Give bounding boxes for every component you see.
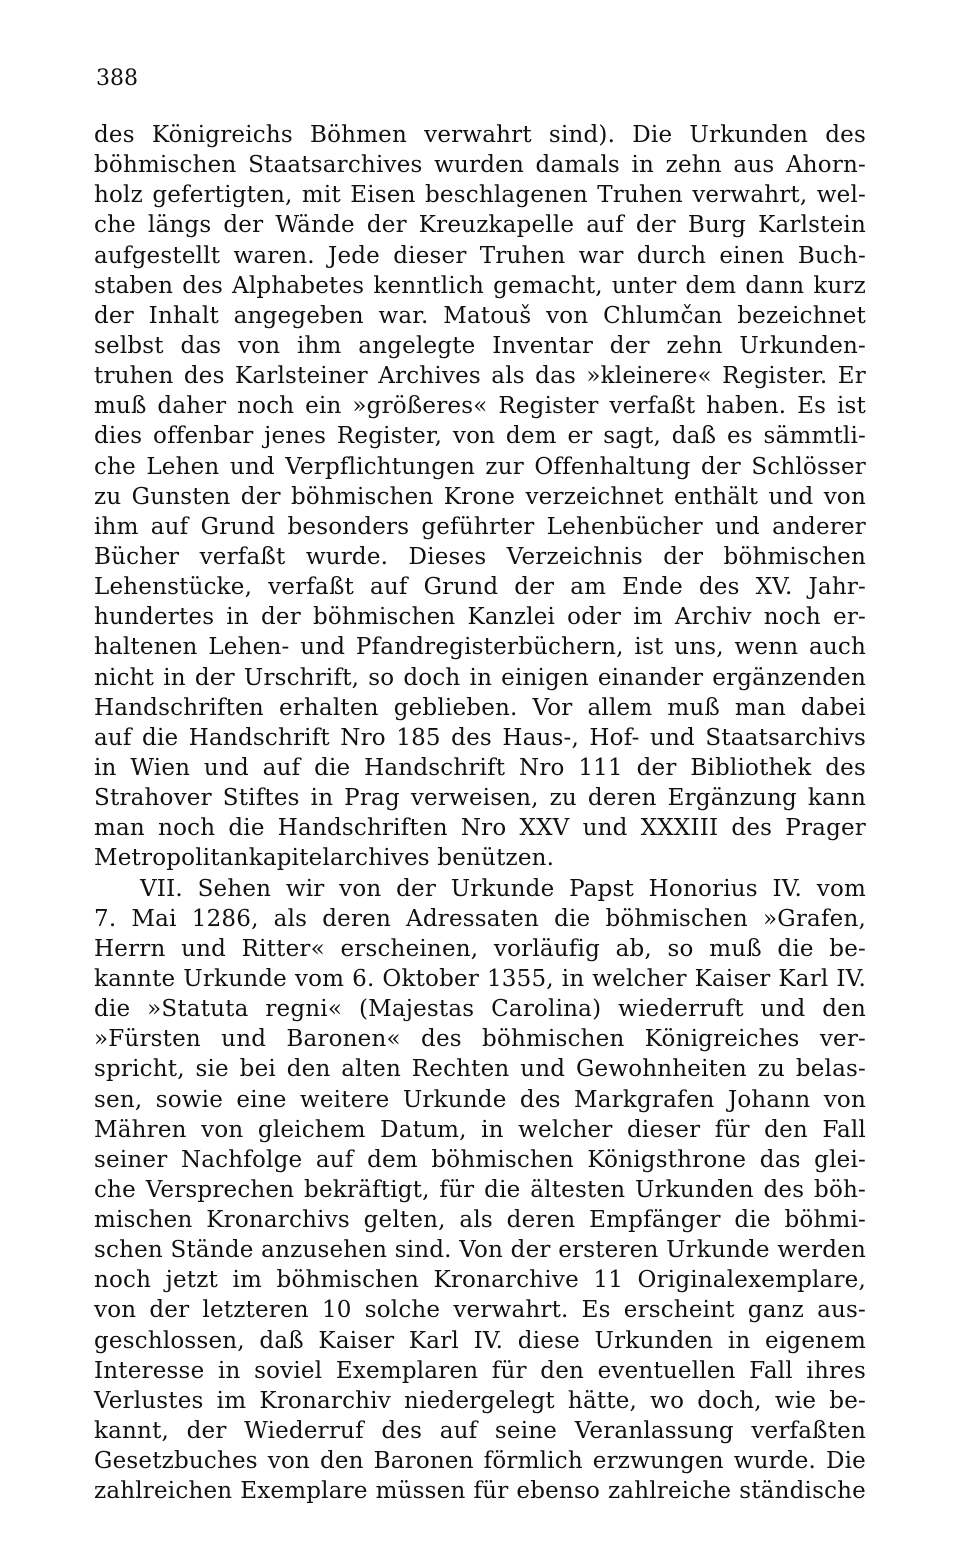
text-line: Handschriften erhalten geblieben. Vor allem muß man dabei <box>94 694 866 721</box>
text-line: sen, sowie eine weitere Urkunde des Markgrafen Johann von <box>94 1086 866 1113</box>
text-line: nicht in der Urschrift, so doch in einigen einander ergänzenden <box>94 664 866 691</box>
text-line: che längs der Wände der Kreuzkapelle auf der Burg Karlstein <box>94 212 866 239</box>
text-line: che Versprechen bekräftigt, für die ältesten Urkunden des böh- <box>94 1176 866 1203</box>
paragraph-last-line: Metropolitankapitelarchives benützen. <box>94 845 555 872</box>
text-line: muß daher noch ein »größeres« Register verfaßt haben. Es ist <box>94 393 866 420</box>
text-line: Verlustes im Kronarchiv niedergelegt hätte, wo doch, wie be- <box>94 1387 866 1414</box>
text-line: noch jetzt im böhmischen Kronarchive 11 Originalexemplare, <box>94 1267 866 1294</box>
text-line: zu Gunsten der böhmischen Krone verzeichnet enthält und von <box>94 483 866 510</box>
text-line: von der letzteren 10 solche verwahrt. Es erscheint ganz aus- <box>94 1297 866 1324</box>
section-start-line: VII. Sehen wir von der Urkunde Papst Honorius IV. vom <box>140 875 866 902</box>
text-line: der Inhalt angegeben war. Matouš von Chlumčan bezeichnet <box>94 302 866 329</box>
text-line: Herrn und Ritter« erscheinen, vorläufig ab, so muß die be- <box>94 935 866 962</box>
text-line: man noch die Handschriften Nro XXV und XXXIII des Prager <box>94 815 866 842</box>
text-line: che Lehen und Verpflichtungen zur Offenhaltung der Schlösser <box>94 453 866 480</box>
text-line: »Fürsten und Baronen« des böhmischen Königreiches ver- <box>94 1026 866 1053</box>
text-line: kannt, der Wiederruf des auf seine Veranlassung verfaßten <box>94 1418 866 1445</box>
text-line: zahlreichen Exemplare müssen für ebenso zahlreiche ständische <box>94 1478 866 1505</box>
text-line: ihm auf Grund besonders geführter Lehenbücher und anderer <box>94 513 866 540</box>
text-line: spricht, sie bei den alten Rechten und Gewohnheiten zu belas- <box>94 1056 866 1083</box>
text-line: haltenen Lehen- und Pfandregisterbüchern, ist uns, wenn auch <box>94 634 866 661</box>
text-line: holz gefertigten, mit Eisen beschlagenen Truhen verwahrt, wel- <box>94 182 866 209</box>
text-line: truhen des Karlsteiner Archives als das »kleinere« Register. Er <box>94 363 866 390</box>
page-number: 388 <box>96 66 138 91</box>
text-line: die »Statuta regni« (Majestas Carolina) wiederruft und den <box>94 996 866 1023</box>
text-line: des Königreichs Böhmen verwahrt sind). Die Urkunden des <box>94 122 866 148</box>
text-line: Strahover Stiftes in Prag verweisen, zu deren Ergänzung kann <box>94 785 866 812</box>
text-line: Lehenstücke, verfaßt auf Grund der am Ende des XV. Jahr- <box>94 574 866 601</box>
text-line: staben des Alphabetes kenntlich gemacht, unter dem dann kurz <box>94 272 866 299</box>
text-line: Gesetzbuches von den Baronen förmlich erzwungen wurde. Die <box>94 1448 866 1475</box>
text-line: Interesse in soviel Exemplaren für den eventuellen Fall ihres <box>94 1357 866 1384</box>
text-line: selbst das von ihm angelegte Inventar der zehn Urkunden- <box>94 332 866 359</box>
body-text <box>94 120 866 1506</box>
text-line: 7. Mai 1286, als deren Adressaten die böhmischen »Grafen, <box>94 905 866 932</box>
text-line: auf die Handschrift Nro 185 des Haus-, Hof- und Staatsarchivs <box>94 724 866 751</box>
text-line: mischen Kronarchivs gelten, als deren Empfänger die böhmi- <box>94 1207 866 1234</box>
text-line: kannte Urkunde vom 6. Oktober 1355, in welcher Kaiser Karl IV. <box>94 965 866 992</box>
text-line: schen Stände anzusehen sind. Von der ersteren Urkunde werden <box>94 1237 866 1264</box>
text-line: hundertes in der böhmischen Kanzlei oder im Archiv noch er- <box>94 604 866 631</box>
text-line: in Wien und auf die Handschrift Nro 111 der Bibliothek des <box>94 754 866 781</box>
text-line: geschlossen, daß Kaiser Karl IV. diese Urkunden in eigenem <box>94 1327 866 1354</box>
text-line: Bücher verfaßt wurde. Dieses Verzeichnis der böhmischen <box>94 543 866 570</box>
text-line: Mähren von gleichem Datum, in welcher dieser für den Fall <box>94 1116 866 1143</box>
text-line: seiner Nachfolge auf dem böhmischen Königsthrone das glei- <box>94 1146 866 1173</box>
text-line: böhmischen Staatsarchives wurden damals in zehn aus Ahorn- <box>94 152 866 179</box>
text-line: aufgestellt waren. Jede dieser Truhen war durch einen Buch- <box>94 242 866 269</box>
text-line: dies offenbar jenes Register, von dem er sagt, daß es sämmtli- <box>94 423 866 450</box>
